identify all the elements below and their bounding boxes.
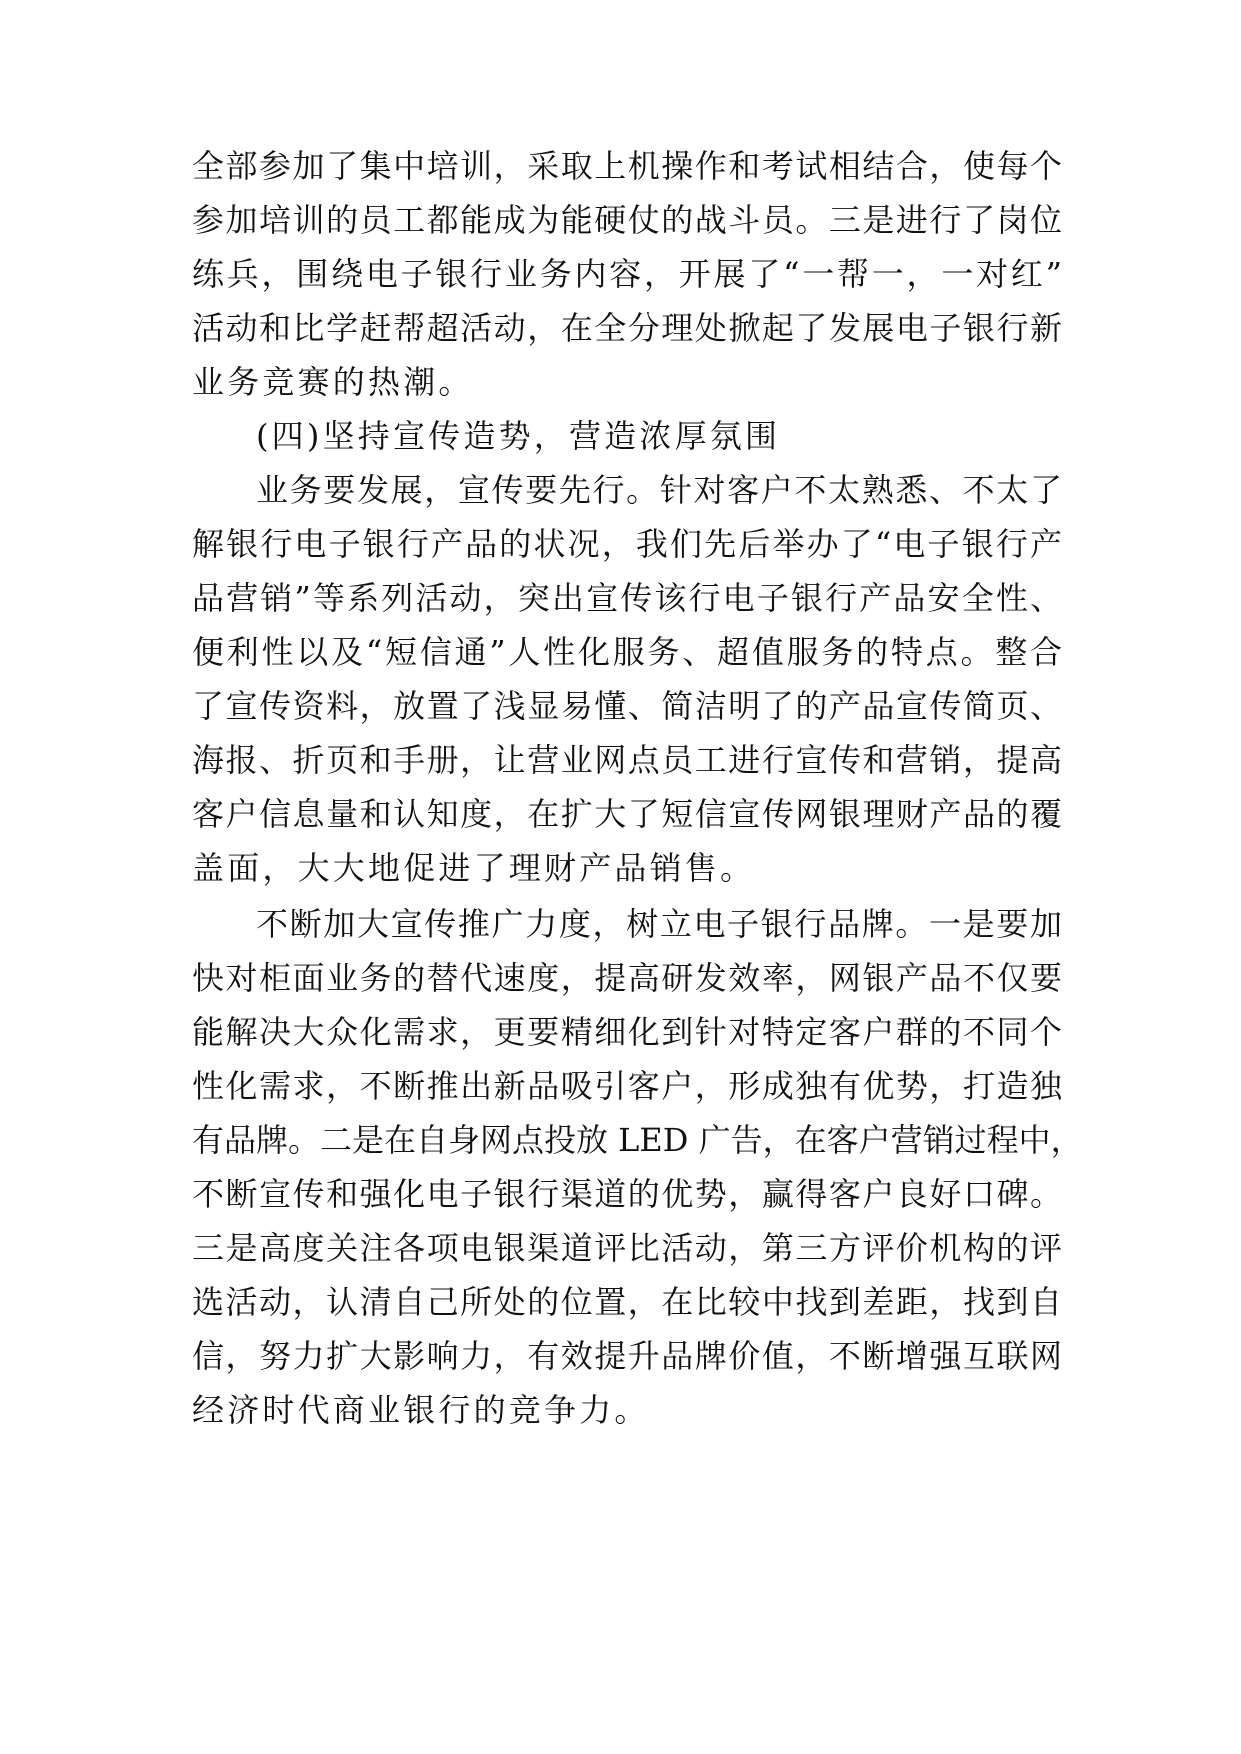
- text-line: 练兵，围绕电子银行业务内容，开展了“一帮一，一对红”: [192, 255, 1062, 293]
- text-line: 业务竞赛的热潮。: [192, 363, 474, 401]
- section-heading: (四)坚持宣传造势，营造浓厚氛围: [256, 417, 781, 455]
- text-line: 不断宣传和强化电子银行渠道的优势，赢得客户良好口碑。: [192, 1175, 1062, 1213]
- text-line: 快对柜面业务的替代速度，提高研发效率，网银产品不仅要: [192, 959, 1062, 997]
- text-line: 参加培训的员工都能成为能硬仗的战斗员。三是进行了岗位: [192, 201, 1062, 239]
- text-line: 盖面，大大地促进了理财产品销售。: [192, 849, 756, 887]
- text-line: 经济时代商业银行的竞争力。: [192, 1391, 650, 1429]
- text-line: 性化需求，不断推出新品吸引客户，形成独有优势，打造独: [192, 1067, 1062, 1105]
- text-line: 全部参加了集中培训，采取上机操作和考试相结合，使每个: [192, 147, 1062, 185]
- text-line: 了宣传资料，放置了浅显易懂、简洁明了的产品宣传简页、: [192, 687, 1062, 725]
- text-line: 活动和比学赶帮超活动，在全分理处掀起了发展电子银行新: [192, 309, 1062, 347]
- text-line: 能解决大众化需求，更要精细化到针对特定客户群的不同个: [192, 1013, 1062, 1051]
- text-line: 三是高度关注各项电银渠道评比活动，第三方评价机构的评: [192, 1229, 1062, 1267]
- text-line: 解银行电子银行产品的状况，我们先后举办了“电子银行产: [192, 525, 1062, 563]
- text-line: 选活动，认清自己所处的位置，在比较中找到差距，找到自: [192, 1283, 1062, 1321]
- text-line: 客户信息量和认知度，在扩大了短信宣传网银理财产品的覆: [192, 795, 1062, 833]
- text-line: 信，努力扩大影响力，有效提升品牌价值，不断增强互联网: [192, 1337, 1062, 1375]
- text-line: 品营销”等系列活动，突出宣传该行电子银行产品安全性、: [192, 579, 1062, 617]
- text-line: 有品牌。二是在自身网点投放 LED 广告，在客户营销过程中，: [192, 1121, 1083, 1159]
- text-line: 不断加大宣传推广力度，树立电子银行品牌。一是要加: [256, 905, 1062, 943]
- text-line: 业务要发展，宣传要先行。针对客户不太熟悉、不太了: [256, 471, 1062, 509]
- text-line: 海报、折页和手册，让营业网点员工进行宣传和营销，提高: [192, 741, 1062, 779]
- text-line: 便利性以及“短信通”人性化服务、超值服务的特点。整合: [192, 633, 1062, 671]
